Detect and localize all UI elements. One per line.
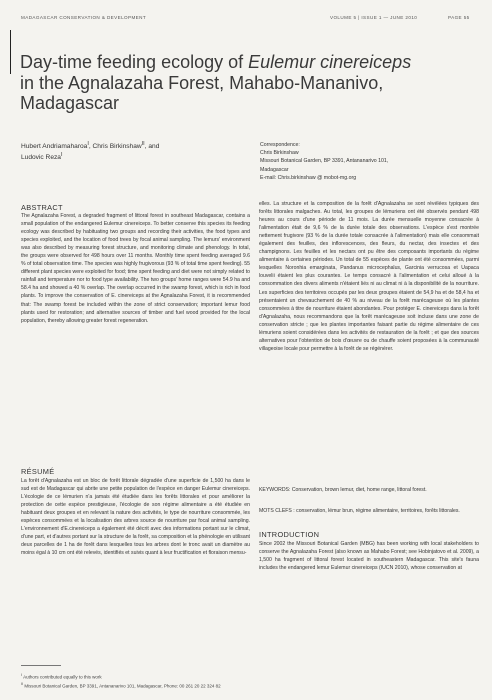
resume-continued xyxy=(259,200,479,482)
introduction-text: Since 2002 the Missouri Botanical Garden (MBG) has been working with local stakeholders to conserve the Agnalazaha Forest (also known as Mahabo Forest; see Hobinjatovo et al. 2009), a 1,500 ha fragment of littoral forest located in southeastern Madagascar. This site's fauna includes the endangered lemur Eulemur cinereiceps (IUCN 2010), whose conservation at xyxy=(259,541,479,572)
resume-continued-text: elles. La structure et la composition de la forêt d'Agnalazaha se sont révélées typiques des forêts littorales malgaches. Au total, les groupes de lémuriens ont été observés pendant 498 heures au cours d'une période de 11 mois. La durée mensuelle moyenne consacrée à l'alimentation était de 9,6 % de la durée totale des observations. L'espèce s'est montrée nettement frugivore (93 % de la durée totale consacrée à l'alimentation) mais elle consommait également des feuilles, des inflorescences, des fleurs, du nectar, des insectes et des champignons. Les feuilles et les nectars ont pu être des composants importants du régime alimentaire à certaines périodes. Un total de 55 espèces de plante ont été consommées, parmi lesquelles Noronhia emarginata, Pandanus microcephalus, Garcinia verrucosa et Uapaca louvelii étaient les plus courantes. Le temps consacré à l'alimentation et celui alloué à la consommation des divers aliments n'étaient liés ni au climat ni à la disponibilité de la nourriture. Les superficies des territoires occupés par les deux groupes étaient de 54,9 ha et de 58,4 ha et présentaient un chevauchement de 40 % au niveau de la forêt marécageuse où les plantes consommées à titre de nourriture étaient abondantes. Pour protéger E. cinereiceps dans la forêt d'Agnalazaha, nous recommandons que la forêt marécageuse soit incluse dans une zone de conservation stricte ; que les plantes importantes faisant partie du régime alimentaire de ces lémuriens soient considérées dans les activités de restauration de la forêt ; et que des sources alternatives pour l'obtention de bois d'œuvre ou de chauffe soient proposées à la communauté villageoise locale pour permettre à la forêt de se régénérer. xyxy=(259,201,479,352)
corr-address: Missouri Botanical Garden, BP 3391, Antananarivo 101, xyxy=(260,158,389,165)
margin-rule xyxy=(10,30,11,74)
author-2-affil: II xyxy=(141,141,145,147)
motscles-block xyxy=(259,507,479,524)
page-number: PAGE 55 xyxy=(448,15,470,20)
author-1: Hubert Andriamaharoa xyxy=(21,143,88,151)
footnote-rule xyxy=(21,665,61,666)
footnote-1: Authors contributed equally to this work xyxy=(23,674,102,680)
author-2: , Chris Birkinshaw xyxy=(88,143,142,151)
footnote-1-mark: I xyxy=(21,673,23,677)
mots-clefs: MOTS CLEFS : conservation, lémur brun, régime alimentaire, territoires, forêts littorales. xyxy=(259,508,460,514)
footnote-2: Missouri Botanical Garden, BP 3391, Antananarivo 101, Madagascar, Phone: 00 261 20 22 324 82 xyxy=(24,683,221,689)
corr-label: Correspondence: xyxy=(260,142,300,148)
resume-text: La forêt d'Agnalazaha est un bloc de forêt littorale dégradée d'une superficie de 1,500 ha dans le sud est de Madagascar qui abrite une petite population de l'espèce en danger Eulemur cinereiceps. L'écologie de ce lémurien n'a jamais été étudiée dans les forêts littorales et pour améliorer la protection de cette espèce prestigieuse, l'écologie de son régime alimentaire a été étudiée en habituant deux groupes et en relevant la nature des activités, le type de nourriture consommée, les espèces consommées et la localisation des arbres source de nourriture par focal animal sampling. L'environnement d'E.cinereiceps a également été décrit avec des informations portant sur le climat, d'une part, et d'autres portant sur la structure de la forêt, sa composition et la phénologie en utilisant deux parcelles de 1 ha de forêt dans lesquelles tous les arbres dont le tronc avait un diamètre au moins égal à 10 cm ont été relevés, identifiés et suivis quant à leur fructification et floraison mensu- xyxy=(21,478,250,557)
corr-email: E-mail: Chris.birkinshaw @ mobot-mg.org xyxy=(260,174,357,181)
title-line-3: Madagascar xyxy=(20,93,120,113)
abstract-heading: ABSTRACT xyxy=(21,203,63,212)
author-3: Ludovic Reza xyxy=(21,154,61,162)
author-3-affil: I xyxy=(60,152,63,159)
author-sep: , and xyxy=(144,143,160,151)
issue-info: VOLUME 5 | ISSUE 1 — JUNE 2010 xyxy=(330,15,418,20)
introduction-body xyxy=(259,540,479,596)
introduction-heading: INTRODUCTION xyxy=(259,530,320,539)
article-title xyxy=(20,52,480,114)
resume-heading: RÉSUMÉ xyxy=(21,467,55,476)
title-species: Eulemur cinereiceps xyxy=(248,52,412,72)
abstract-text: The Agnalazaha Forest, a degraded fragment of littoral forest in southeast Madagascar, contains a small population of the endangered Eulemur cinereiceps. To better conserve this species its feeding ecology was described by habituating two groups and recording their activities, the food types and species exploited, and the location of food trees by focal animal sampling. The lemurs' environment was also described by measuring forest structure, and monitoring climate and phenology. In total, the groups were observed for 498 hours over 11 months. Monthly time spent feeding averaged 9.6 % of total observation time. The species was highly frugivorous (93 % of total time spent feeding). 55 different plant species were exploited for food; time spent feeding and diet were not simply related to rainfall and temperature nor to food type availability. The two groups' home ranges were 54.9 ha and 58.4 ha and showed a 40 % overlap. The overlap occurred in the swamp forest, which is rich in food plants. To improve the conservation of E. cinereiceps at the Agnalazaha Forest, it is recommended that: The swamp forest be included within the zone of strict conservation; important lemur food plants used for restoration; and alternative sources of timber and fuel wood provided for the local population, thereby allowing greater forest regeneration. xyxy=(21,213,250,324)
author-1-affil: I xyxy=(87,141,89,147)
title-line-1 xyxy=(20,52,480,73)
correspondence-block xyxy=(260,141,480,182)
title-text: Day-time feeding ecology of xyxy=(20,52,249,72)
journal-name: MADAGASCAR CONSERVATION & DEVELOPMENT xyxy=(21,15,147,20)
footnotes xyxy=(21,672,251,690)
abstract-body xyxy=(21,212,250,458)
corr-country: Madagascar xyxy=(260,166,289,173)
keywords: KEYWORDS: Conservation, brown lemur, diet, home range, littoral forest. xyxy=(259,487,427,493)
corr-name: Chris Birkinshaw xyxy=(260,150,299,157)
author-list xyxy=(21,140,159,163)
resume-body xyxy=(21,477,250,662)
footnote-2-mark: II xyxy=(21,682,24,687)
title-line-2: in the Agnalazaha Forest, Mahabo-Mananivo, xyxy=(20,72,384,93)
